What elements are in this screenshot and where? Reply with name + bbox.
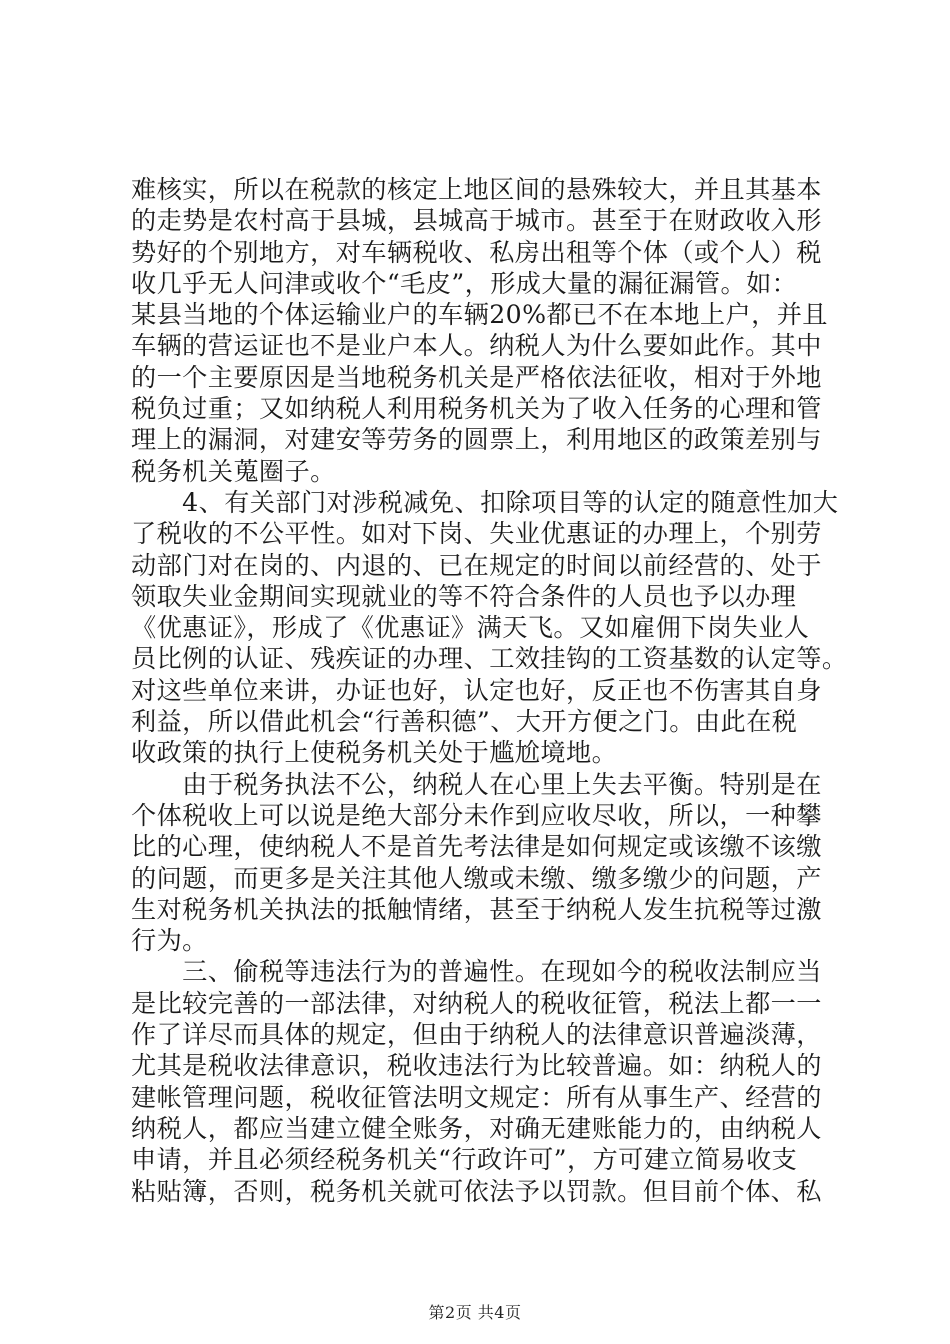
text-line: 的问题，而更多是关注其他人缴或未缴、缴多缴少的问题，产 <box>131 863 822 893</box>
text-line: 生对税务机关执法的抵触情绪，甚至于纳税人发生抗税等过激 <box>131 894 822 924</box>
text-line: 的一个主要原因是当地税务机关是严格依法征收，相对于外地 <box>131 362 822 392</box>
text-line: 税务机关蒐圈子。 <box>131 456 336 486</box>
text-line: 难核实，所以在税款的核定上地区间的悬殊较大，并且其基本 <box>131 175 822 204</box>
text-line: 对这些单位来讲，办证也好，认定也好，反正也不伤害其自身 <box>131 675 822 705</box>
text-line: 税负过重；又如纳税人利用税务机关为了收入任务的心理和管 <box>131 394 822 424</box>
text-line: 的走势是农村高于县城，县城高于城市。甚至于在财政收入形 <box>131 206 822 236</box>
text-line: 了税收的不公平性。如对下岗、失业优惠证的办理上，个别劳 <box>131 519 822 549</box>
text-line: 利益，所以借此机会“行善积德”、大开方便之门。由此在税 <box>131 707 798 737</box>
text-line: 收几乎无人问津或收个“毛皮”，形成大量的漏征漏管。如： <box>131 268 798 298</box>
text-line: 三、偷税等违法行为的普遍性。在现如今的税收法制应当 <box>131 957 822 987</box>
page-footer: 第2页 共4页 <box>428 1303 522 1322</box>
text-line: 粘贴簿，否则，税务机关就可依法予以罚款。但目前个体、私 <box>131 1176 822 1206</box>
paragraph-4 <box>131 956 831 1206</box>
text-line: 理上的漏洞，对建安等劳务的圆票上，利用地区的政策差别与 <box>131 425 822 455</box>
text-line: 个体税收上可以说是绝大部分未作到应收尽收，所以，一种攀 <box>131 800 822 830</box>
text-line: 收政策的执行上使税务机关处于尴尬境地。 <box>131 738 618 768</box>
text-line: 领取失业金期间实现就业的等不符合条件的人员也予以办理 <box>131 581 797 611</box>
text-line: 势好的个别地方，对车辆税收、私房出租等个体（或个人）税 <box>131 237 822 267</box>
text-line: 员比例的认证、残疾证的办理、工效挂钩的工资基数的认定等。 <box>131 644 848 674</box>
text-line: 纳税人，都应当建立健全账务，对确无建账能力的，由纳税人 <box>131 1113 822 1143</box>
paragraph-3 <box>131 769 831 957</box>
text-line: 车辆的营运证也不是业户本人。纳税人为什么要如此作。其中 <box>131 331 822 361</box>
document-body <box>131 174 848 1207</box>
text-line: 4、有关部门对涉税减免、扣除项目等的认定的随意性加大 <box>131 487 839 517</box>
text-line: 作了详尽而具体的规定，但由于纳税人的法律意识普遍淡薄， <box>131 1020 822 1050</box>
text-line: 是比较完善的一部法律，对纳税人的税收征管，税法上都一一 <box>131 988 822 1018</box>
text-line: 某县当地的个体运输业户的车辆20%都已不在本地上户，并且 <box>131 300 828 330</box>
paragraph-1 <box>131 174 831 487</box>
text-line: 行为。 <box>131 926 208 956</box>
text-line: 比的心理，使纳税人不是首先考法律是如何规定或该缴不该缴 <box>131 832 822 862</box>
paragraph-2 <box>131 487 848 769</box>
text-line: 动部门对在岗的、内退的、已在规定的时间以前经营的、处于 <box>131 550 822 580</box>
text-line: 尤其是税收法律意识，税收违法行为比较普遍。如：纳税人的 <box>131 1051 822 1081</box>
text-line: 申请，并且必须经税务机关“行政许可”，方可建立简易收支 <box>131 1145 798 1175</box>
text-line: 建帐管理问题，税收征管法明文规定：所有从事生产、经营的 <box>131 1082 822 1112</box>
text-line: 《优惠证》，形成了《优惠证》满天飞。又如雇佣下岗失业人 <box>131 613 810 643</box>
text-line: 由于税务执法不公，纳税人在心里上失去平衡。特别是在 <box>131 769 822 799</box>
